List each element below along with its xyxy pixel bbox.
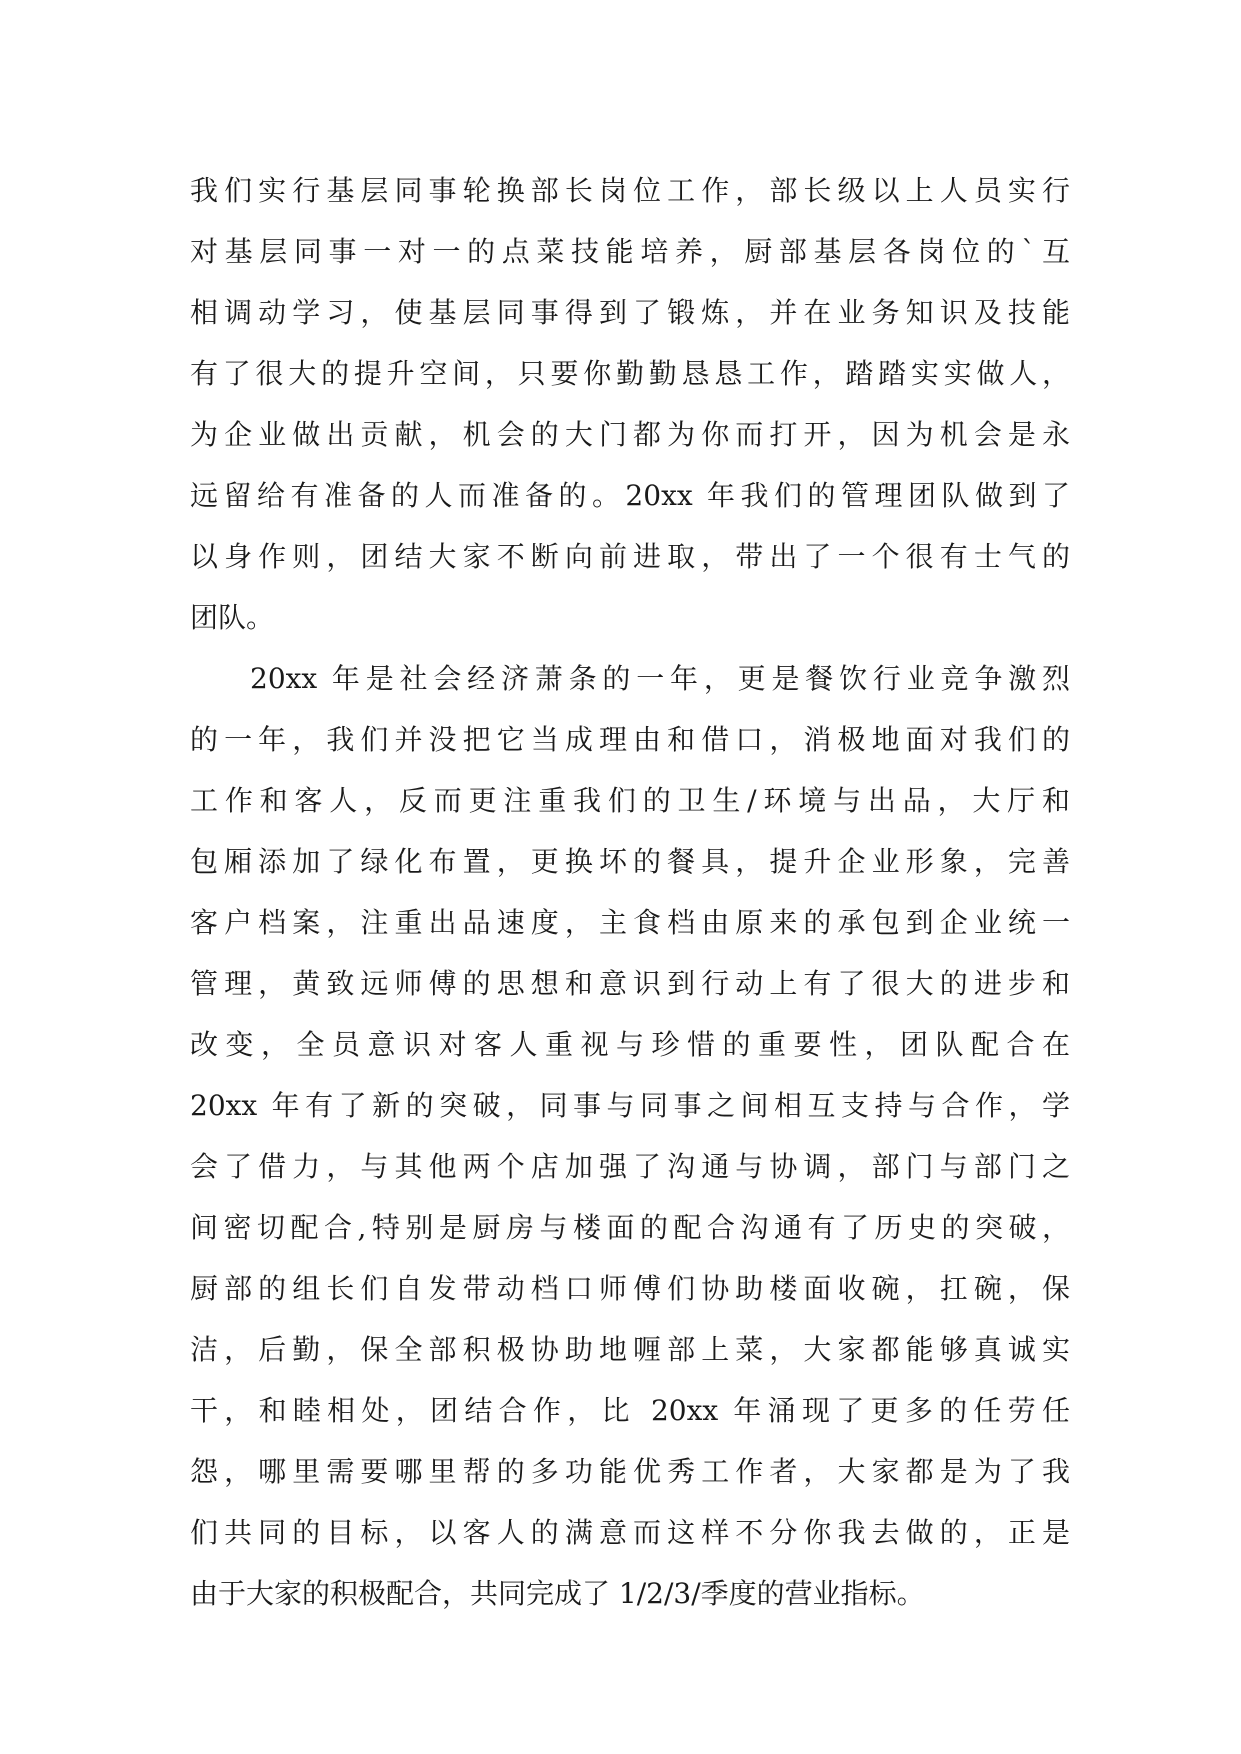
text-line: 管理，黄致远师傅的思想和意识到行动上有了很大的进步和 [190, 967, 1070, 1000]
text-line: 会了借力，与其他两个店加强了沟通与协调，部门与部门之 [190, 1150, 1070, 1183]
text-line: 包厢添加了绿化布置，更换坏的餐具，提升企业形象，完善 [190, 845, 1070, 878]
text-line: 的一年，我们并没把它当成理由和借口，消极地面对我们的 [190, 723, 1070, 756]
text-line: 对基层同事一对一的点菜技能培养，厨部基层各岗位的`互 [190, 235, 1070, 268]
text-line: 团队。 [190, 601, 275, 634]
text-line: 20xx 年是社会经济萧条的一年，更是餐饮行业竞争激烈 [250, 662, 1070, 695]
paragraph-1 [190, 160, 1070, 648]
text-line: 我们实行基层同事轮换部长岗位工作，部长级以上人员实行 [190, 174, 1070, 207]
text-line: 厨部的组长们自发带动档口师傅们协助楼面收碗，扛碗，保 [190, 1272, 1070, 1305]
text-line: 们共同的目标，以客人的满意而这样不分你我去做的，正是 [190, 1516, 1070, 1549]
text-line: 洁，后勤，保全部积极协助地喱部上菜，大家都能够真诚实 [190, 1333, 1070, 1366]
text-line: 为企业做出贡献，机会的大门都为你而打开，因为机会是永 [190, 418, 1070, 451]
text-line: 怨，哪里需要哪里帮的多功能优秀工作者，大家都是为了我 [190, 1455, 1070, 1488]
text-line: 间密切配合,特别是厨房与楼面的配合沟通有了历史的突破， [190, 1211, 1070, 1244]
text-line: 以身作则，团结大家不断向前进取，带出了一个很有士气的 [190, 540, 1070, 573]
text-line: 由于大家的积极配合，共同完成了 1/2/3/季度的营业指标。 [190, 1577, 925, 1610]
text-line: 有了很大的提升空间，只要你勤勤恳恳工作，踏踏实实做人， [190, 357, 1070, 390]
paragraph-2 [190, 648, 1070, 1624]
text-line: 远留给有准备的人而准备的。20xx 年我们的管理团队做到了 [190, 479, 1070, 512]
body-text [190, 160, 1070, 1624]
text-line: 改变，全员意识对客人重视与珍惜的重要性，团队配合在 [190, 1028, 1070, 1061]
text-line: 相调动学习，使基层同事得到了锻炼，并在业务知识及技能 [190, 296, 1070, 329]
text-line: 客户档案，注重出品速度，主食档由原来的承包到企业统一 [190, 906, 1070, 939]
text-line: 工作和客人，反而更注重我们的卫生/环境与出品，大厅和 [190, 784, 1070, 817]
text-line: 干，和睦相处，团结合作，比 20xx 年涌现了更多的任劳任 [190, 1394, 1070, 1427]
text-line: 20xx 年有了新的突破，同事与同事之间相互支持与合作，学 [190, 1089, 1070, 1122]
